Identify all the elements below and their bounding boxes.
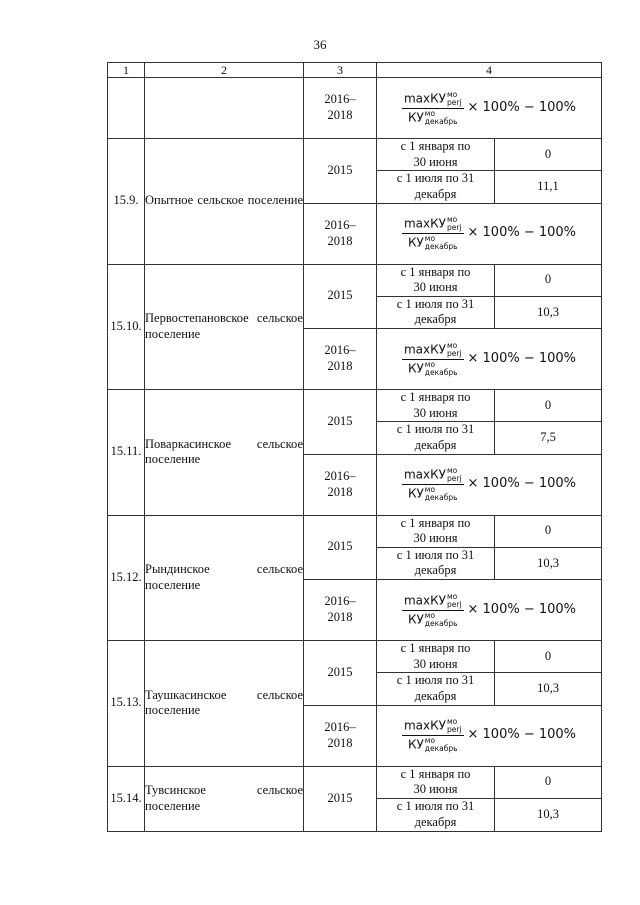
value-second-half: 10,3 [537, 555, 559, 570]
formula-denominator-indices [425, 486, 458, 502]
period-first-half: с 1 января по 30 июня [400, 390, 471, 420]
formula-denominator-main: КУ [407, 737, 424, 752]
formula-denominator-sub: декабрь [424, 367, 458, 377]
formula-denominator-sub: декабрь [424, 242, 458, 251]
year-range: 2016–2018 [324, 719, 356, 750]
formula-denominator-sup: мо [424, 485, 436, 494]
table-row [108, 390, 602, 422]
formula-numerator [402, 467, 464, 485]
value-first-half-cell [495, 515, 602, 547]
formula-numerator-indices [447, 467, 462, 483]
year-range-cell [304, 78, 377, 139]
period-first-half: с 1 января по 30 июня [400, 139, 471, 169]
row-number-cell [108, 766, 145, 831]
value-first-half: 0 [544, 397, 552, 412]
formula-fraction [402, 467, 464, 502]
formula-denominator-main: КУ [407, 110, 424, 124]
formula-cell [377, 78, 602, 139]
period-first-half: с 1 января по 30 июня [400, 515, 471, 546]
header-col-3: 3 [304, 63, 377, 78]
row-name-cell [145, 390, 304, 516]
period-second-half-cell [377, 296, 495, 328]
formula-numerator [402, 91, 464, 109]
settlement-name: Тувсинское сельское поселение [145, 783, 303, 813]
value-first-half: 0 [544, 648, 552, 663]
year-single: 2015 [327, 539, 353, 554]
period-second-half-cell [377, 798, 495, 831]
tariff-table [107, 62, 602, 832]
year-range: 2016–2018 [324, 594, 356, 624]
year-range-cell [304, 454, 377, 515]
year-single: 2015 [327, 162, 353, 177]
formula-fraction [402, 593, 464, 628]
formula-denominator [406, 736, 460, 753]
table-row [108, 264, 602, 296]
year-single: 2015 [327, 288, 353, 303]
period-first-half-cell [377, 390, 495, 422]
growth-formula [402, 91, 576, 126]
formula-numerator-indices [447, 216, 462, 232]
formula-denominator [406, 611, 460, 628]
formula-denominator [406, 485, 460, 502]
formula-numerator [402, 593, 464, 611]
period-second-half-cell [377, 673, 495, 705]
formula-denominator-indices [425, 737, 458, 753]
period-first-half-cell [377, 139, 495, 171]
year-cell [304, 515, 377, 580]
formula-numerator-sub: perj [446, 97, 462, 107]
formula-numerator-main: maxКУ [403, 91, 446, 105]
period-second-half: с 1 июля по 31 декабря [396, 171, 475, 201]
formula-tail: × 100% − 100% [467, 601, 577, 617]
formula-tail: × 100% − 100% [467, 476, 577, 492]
formula-denominator-sup: мо [424, 610, 436, 620]
formula-numerator [402, 342, 464, 360]
formula-fraction [402, 91, 464, 126]
settlement-name: Таушкасинское сельское поселение [145, 687, 303, 718]
header-row [108, 63, 602, 78]
header-col-4: 4 [377, 63, 602, 78]
settlement-name: Поваркасинское сельское поселение [145, 436, 303, 467]
row-name-cell [145, 264, 304, 390]
value-first-half-cell [495, 264, 602, 296]
period-second-half-cell [377, 547, 495, 579]
period-first-half-cell [377, 641, 495, 673]
value-first-half-cell [495, 390, 602, 422]
formula-denominator-indices [425, 110, 458, 126]
year-range-cell [304, 203, 377, 264]
formula-cell [377, 454, 602, 515]
year-range: 2016–2018 [324, 217, 356, 248]
row-number-cell [108, 515, 145, 641]
row-number: 15.14. [110, 790, 142, 805]
table-row [108, 641, 602, 673]
value-first-half-cell [495, 766, 602, 798]
period-second-half: с 1 июля по 31 декабря [396, 799, 475, 829]
period-first-half: с 1 января по 30 июня [400, 264, 471, 295]
formula-denominator-sup: мо [424, 108, 436, 118]
value-second-half-cell [495, 422, 602, 454]
period-second-half: с 1 июля по 31 декабря [396, 547, 475, 578]
row-number-cell [108, 390, 145, 516]
formula-cell [377, 203, 602, 264]
formula-cell [377, 580, 602, 641]
row-number-cell [108, 139, 145, 265]
period-second-half-cell [377, 422, 495, 454]
year-single: 2015 [327, 413, 353, 428]
formula-numerator-main: maxКУ [403, 718, 446, 733]
period-second-half: с 1 июля по 31 декабря [396, 422, 475, 452]
year-range-cell [304, 329, 377, 390]
formula-numerator-main: maxКУ [403, 342, 446, 356]
row-number-cell [108, 641, 145, 767]
year-range-cell [304, 705, 377, 766]
growth-formula [402, 467, 576, 502]
row-number: 15.10. [110, 318, 142, 333]
year-cell [304, 139, 377, 204]
year-single: 2015 [327, 790, 353, 805]
formula-numerator-sup: мо [446, 340, 458, 350]
formula-fraction [402, 216, 464, 251]
formula-numerator [402, 718, 464, 736]
value-second-half: 7,5 [540, 430, 556, 445]
year-range: 2016–2018 [324, 92, 356, 122]
row-number: 15.9. [113, 193, 139, 208]
formula-fraction [402, 718, 464, 753]
year-cell [304, 766, 377, 831]
year-cell [304, 390, 377, 455]
formula-denominator-sup: мо [424, 736, 436, 745]
value-second-half-cell [495, 547, 602, 579]
settlement-name: Опытное сельское поселение [145, 193, 303, 208]
value-second-half-cell [495, 296, 602, 328]
growth-formula [402, 593, 576, 628]
formula-denominator-sub: декабрь [424, 744, 458, 753]
period-second-half: с 1 июля по 31 декабря [396, 673, 475, 703]
page-number: 36 [313, 37, 327, 52]
row-name-cell [145, 641, 304, 767]
formula-numerator-indices [447, 342, 462, 358]
value-second-half: 10,3 [537, 806, 559, 821]
value-first-half-cell [495, 139, 602, 171]
period-first-half: с 1 января по 30 июня [400, 766, 471, 797]
formula-denominator-sub: декабрь [424, 618, 458, 628]
value-first-half-cell [495, 641, 602, 673]
header-col-2: 2 [145, 63, 304, 78]
formula-numerator-sup: мо [446, 466, 458, 475]
formula-numerator-sub: perj [446, 474, 462, 483]
formula-numerator-sub: perj [446, 223, 462, 232]
settlement-name: Рындинское сельское поселение [145, 562, 303, 592]
formula-numerator-sup: мо [446, 89, 458, 99]
formula-denominator-main: КУ [407, 486, 424, 501]
year-cell [304, 641, 377, 706]
settlement-name: Первостепановское сельское поселение [145, 311, 303, 341]
row-number-cell [108, 78, 145, 139]
period-first-half-cell [377, 264, 495, 296]
formula-numerator-sub: perj [446, 348, 462, 358]
row-number: 15.11. [110, 444, 142, 459]
formula-numerator [402, 216, 464, 234]
table-row [108, 515, 602, 547]
row-number-cell [108, 264, 145, 390]
formula-tail: × 100% − 100% [467, 727, 577, 743]
formula-numerator-sub: perj [446, 725, 462, 734]
formula-numerator-main: maxКУ [403, 593, 446, 607]
formula-numerator-main: maxКУ [403, 216, 446, 231]
value-first-half: 0 [544, 523, 552, 538]
formula-denominator [406, 234, 460, 251]
formula-numerator-sup: мо [446, 717, 458, 726]
table-row [108, 766, 602, 798]
formula-tail: × 100% − 100% [467, 225, 577, 241]
value-first-half: 0 [544, 774, 552, 789]
formula-numerator-indices [447, 593, 462, 609]
table-row [108, 78, 602, 139]
year-range-cell [304, 580, 377, 641]
row-number: 15.12. [110, 569, 142, 584]
value-second-half: 11,1 [537, 179, 559, 194]
formula-denominator [406, 109, 460, 126]
formula-denominator-sub: декабрь [424, 493, 458, 502]
year-cell [304, 264, 377, 329]
formula-numerator-sup: мо [446, 591, 458, 601]
formula-denominator-indices [425, 612, 458, 628]
formula-tail: × 100% − 100% [467, 350, 577, 366]
value-second-half: 10,3 [537, 304, 559, 319]
row-name-cell [145, 766, 304, 831]
value-first-half: 0 [544, 146, 552, 161]
formula-cell [377, 705, 602, 766]
row-number: 15.13. [110, 695, 142, 710]
formula-numerator-indices [447, 91, 462, 107]
formula-denominator-indices [425, 235, 458, 251]
period-second-half-cell [377, 171, 495, 203]
header-col-1: 1 [108, 63, 145, 78]
formula-cell [377, 329, 602, 390]
growth-formula [402, 216, 576, 251]
formula-denominator-sup: мо [424, 359, 436, 369]
year-single: 2015 [327, 664, 353, 679]
value-second-half-cell [495, 673, 602, 705]
formula-numerator-sub: perj [446, 599, 462, 609]
formula-denominator-indices [425, 361, 458, 377]
formula-denominator-main: КУ [407, 612, 424, 626]
value-second-half-cell [495, 171, 602, 203]
period-first-half-cell [377, 766, 495, 798]
row-name-cell [145, 139, 304, 265]
formula-numerator-main: maxКУ [403, 467, 446, 482]
growth-formula [402, 342, 576, 377]
value-second-half: 10,3 [537, 681, 559, 696]
formula-denominator [406, 360, 460, 377]
table-row [108, 139, 602, 171]
row-name-cell [145, 78, 304, 139]
formula-numerator-indices [447, 718, 462, 734]
year-range: 2016–2018 [324, 468, 356, 499]
table-body [108, 139, 602, 832]
formula-denominator-main: КУ [407, 235, 424, 250]
formula-tail: × 100% − 100% [467, 99, 577, 115]
formula-denominator-main: КУ [407, 361, 424, 375]
year-range: 2016–2018 [324, 343, 356, 373]
value-first-half: 0 [544, 272, 552, 287]
row-name-cell [145, 515, 304, 641]
period-first-half-cell [377, 515, 495, 547]
formula-denominator-sup: мо [424, 234, 436, 243]
period-first-half: с 1 января по 30 июня [400, 641, 471, 671]
formula-numerator-sup: мо [446, 215, 458, 224]
formula-fraction [402, 342, 464, 377]
period-second-half: с 1 июля по 31 декабря [396, 296, 475, 327]
growth-formula [402, 718, 576, 753]
formula-denominator-sub: декабрь [424, 116, 458, 126]
value-second-half-cell [495, 798, 602, 831]
